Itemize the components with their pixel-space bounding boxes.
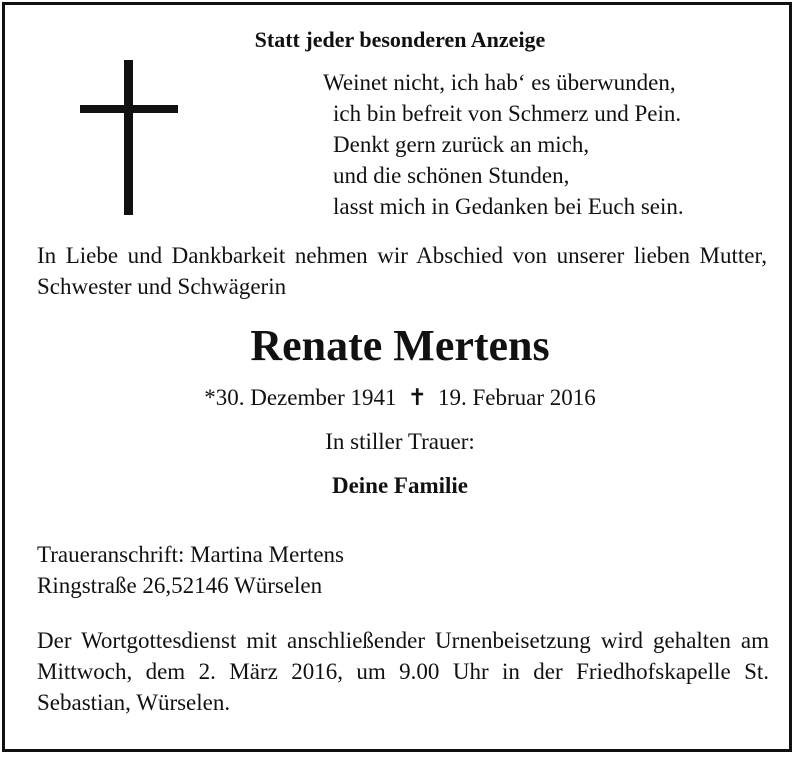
deceased-name: Renate Mertens (250, 321, 550, 370)
life-dates (5, 385, 795, 411)
poem-line: Denkt gern zurück an mich, (333, 132, 590, 157)
family-signature: Deine Familie (331, 473, 469, 498)
intro-text: In Liebe und Dankbarkeit nehmen wir Abschied von unserer lieben Mutter, Schwester und Schwägerin (37, 243, 767, 299)
service-text: Der Wortgottesdienst mit anschließender Urnenbeisetzung wird gehalten am Mittwoch, dem 2. März 2016, um 9.00 Uhr in der Friedhofskapelle St. Sebastian, Würselen. (37, 628, 769, 715)
poem-line: lasst mich in Gedanken bei Euch sein. (333, 194, 684, 219)
poem-line: und die schönen Stunden, (333, 163, 570, 188)
death-cross-icon: ✝ (407, 385, 427, 410)
mourning-text: In stiller Trauer: (325, 429, 475, 454)
poem-line: Weinet nicht, ich hab‘ es überwunden, (323, 70, 676, 95)
birth-date: *30. Dezember 1941 (204, 385, 397, 410)
heading: Statt jeder besonderen Anzeige (254, 27, 546, 52)
mourning-address (37, 539, 344, 601)
obituary-notice (2, 2, 792, 752)
cross-icon (80, 60, 178, 215)
poem-line: ich bin befreit von Schmerz und Pein. (333, 101, 682, 126)
death-date: 19. Februar 2016 (437, 385, 596, 410)
address-line: Ringstraße 26,52146 Würselen (37, 573, 323, 598)
address-line: Traueranschrift: Martina Mertens (37, 542, 345, 567)
